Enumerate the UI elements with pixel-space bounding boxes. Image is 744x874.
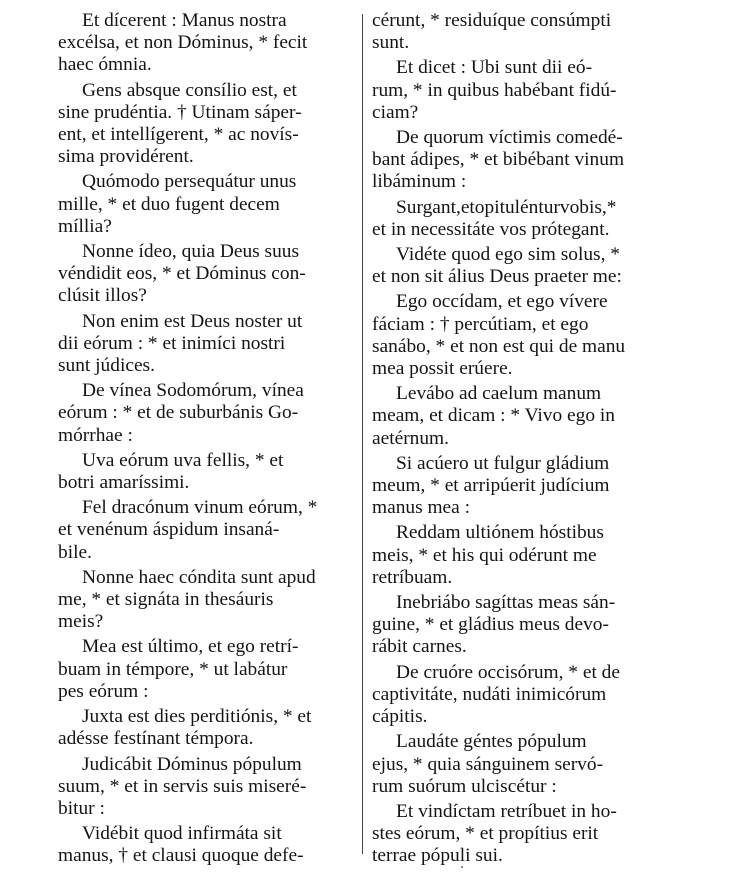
verse: Quómodo persequátur unus mille, * et duo fugent decem míllia? [58, 171, 297, 237]
verse: Vidébit quod infirmáta sit manus, † et clausi quoque defe- [58, 823, 304, 867]
left-column [58, 10, 354, 871]
verse: Reddam ultiónem hóstibus meis, * et his qui odérunt me retríbuam. [372, 522, 604, 588]
verse: De quorum víctimis comedé- bant ádipes, * et bibébant vinum libáminum : [372, 127, 625, 193]
verse: De vínea Sodomórum, vínea eórum : * et de suburbánis Go- mórrhae : [58, 380, 304, 446]
right-column [372, 10, 676, 871]
verse: Et dicet : Ubi sunt dii eó- rum, * in quibus habébant fidú- ciam? [372, 57, 617, 123]
verse: Si acúero ut fulgur gládium meum, * et arripúerit judícium manus mea : [372, 452, 610, 519]
verse-continuation: cérunt, * residuíque consúmpti sunt. [372, 10, 612, 54]
column-divider [362, 14, 363, 854]
verse: Levábo ad caelum manum meam, et dicam : * Vivo ego in aetérnum. [372, 383, 615, 449]
verse: Inebriábo sagíttas meas sán- guine, * et gládius meus devo- rábit carnes. [372, 592, 616, 658]
verse: De cruóre occisórum, * et de captivitáte, nudáti inimicórum cápitis. [372, 661, 620, 728]
verse: Nonne ídeo, quia Deus suus véndidit eos, * et Dóminus con- clúsit illos? [58, 241, 306, 307]
verse: Nonne haec cóndita sunt apud me, * et signáta in thesáuris meis? [58, 566, 316, 633]
verse: Gens absque consílio est, et sine prudéntia. † Utinam sáper- ent, et intellígerent, * ac novís- sima providérent. [58, 79, 302, 168]
verse: Laudáte géntes pópulum ejus, * quia sánguinem servó- rum suórum ulciscétur : [372, 731, 604, 797]
verse: Non enim est Deus noster ut dii eórum : * et inimíci nostri sunt júdices. [58, 310, 303, 377]
verse: Judicábit Dóminus pópulum suum, * et in servis suis miseré- bitur : [58, 753, 307, 819]
verse: Surgant,etopitulénturvobis,* et in necessitáte vos prótegant. [372, 196, 617, 240]
verse: Et dícerent : Manus nostra excélsa, et non Dóminus, * fecit haec ómnia. [58, 10, 308, 76]
verse: Vidéte quod ego sim solus, * et non sit álius Deus praeter me: [372, 244, 622, 288]
verse: Mea est último, et ego retrí- buam in témpore, * ut labátur pes eórum : [58, 636, 299, 702]
page-speck [461, 866, 463, 868]
verse: Ego occídam, et ego vívere fáciam : † percútiam, et ego sanábo, * et non est qui de manu mea possit erúere. [372, 291, 626, 380]
verse: Fel dracónum vinum eórum, * et venénum áspidum insaná- bile. [58, 497, 318, 563]
verse: Uva eórum uva fellis, * et botri amaríssimi. [58, 449, 284, 494]
verse: Et vindíctam retríbuet in ho- stes eórum, * et propítius erit terrae pópuli sui. [372, 800, 617, 867]
verse: Juxta est dies perditiónis, * et adésse festínant témpora. [58, 706, 312, 750]
